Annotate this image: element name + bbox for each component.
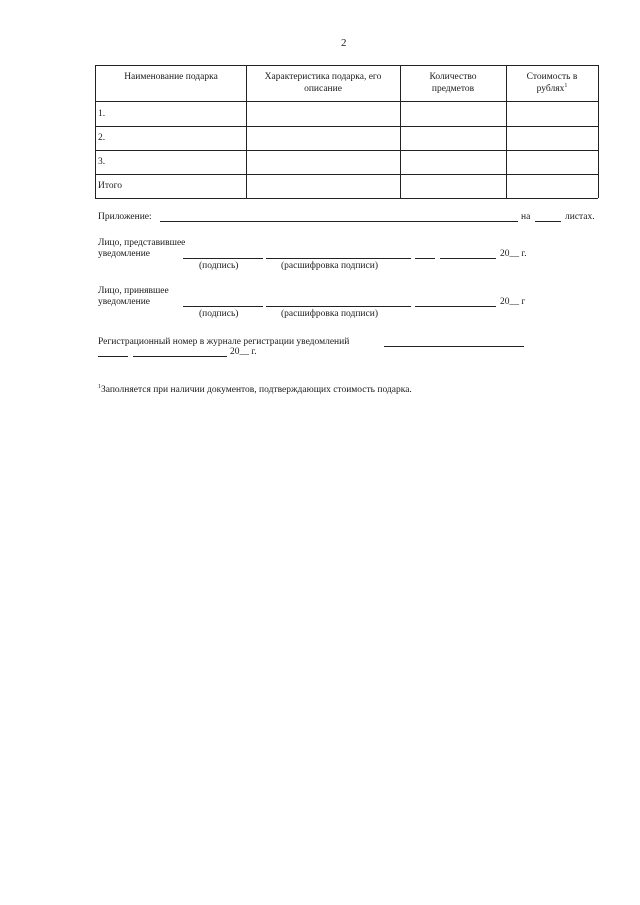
footnote xyxy=(98,385,412,396)
receiver-year-label: 20__ г xyxy=(500,297,526,307)
receiver-date-field[interactable] xyxy=(415,306,496,307)
registration-year-label: 20__ г. xyxy=(230,347,257,357)
table-header-name: Наименование подарка xyxy=(124,72,218,82)
receiver-signature-field[interactable] xyxy=(183,306,263,307)
table-row-label: 1. xyxy=(98,109,106,119)
page-number: 2 xyxy=(341,37,347,49)
receiver-decoding-field[interactable] xyxy=(266,306,411,307)
receiver-signature-caption: (подпись) xyxy=(199,309,239,319)
submitter-day-field[interactable] xyxy=(415,258,435,259)
table-row-label: 2. xyxy=(98,133,106,143)
sheets-count-field[interactable] xyxy=(535,221,561,222)
table-header-cost xyxy=(512,72,592,95)
table-row-label: 3. xyxy=(98,157,106,167)
table-header-cost-text: Стоимость в рублях xyxy=(526,72,578,94)
receiver-label-line2: уведомление xyxy=(98,297,151,307)
table-header-description: Характеристика подарка, его описание xyxy=(264,72,382,94)
footnote-ref: 1 xyxy=(564,82,568,89)
submitter-signature-field[interactable] xyxy=(183,258,263,259)
footnote-text: Заполняется при наличии документов, подтверждающих стоимость подарка. xyxy=(101,385,412,395)
receiver-decoding-caption: (расшифровка подписи) xyxy=(281,309,378,319)
submitter-month-field[interactable] xyxy=(440,258,496,259)
attachment-on-label: на xyxy=(521,212,531,222)
submitter-decoding-field[interactable] xyxy=(266,258,411,259)
footnote-mark: 1 xyxy=(98,383,101,390)
registration-day-field[interactable] xyxy=(98,356,128,357)
submitter-signature-caption: (подпись) xyxy=(199,261,239,271)
registration-month-field[interactable] xyxy=(133,356,227,357)
submitter-year-label: 20__ г. xyxy=(500,249,527,259)
attachment-field[interactable] xyxy=(160,221,518,222)
table-header-quantity: Количество предметов xyxy=(429,72,477,94)
registration-number-field[interactable] xyxy=(384,346,524,347)
submitter-label-line1: Лицо, представившее xyxy=(98,238,186,248)
table-row-total-label: Итого xyxy=(98,181,123,191)
attachment-label: Приложение: xyxy=(98,212,152,222)
submitter-decoding-caption: (расшифровка подписи) xyxy=(281,261,378,271)
attachment-sheets-label: листах. xyxy=(565,212,595,222)
receiver-label-line1: Лицо, принявшее xyxy=(98,286,169,296)
registration-label: Регистрационный номер в журнале регистрации уведомлений xyxy=(98,337,350,347)
submitter-label-line2: уведомление xyxy=(98,249,151,259)
